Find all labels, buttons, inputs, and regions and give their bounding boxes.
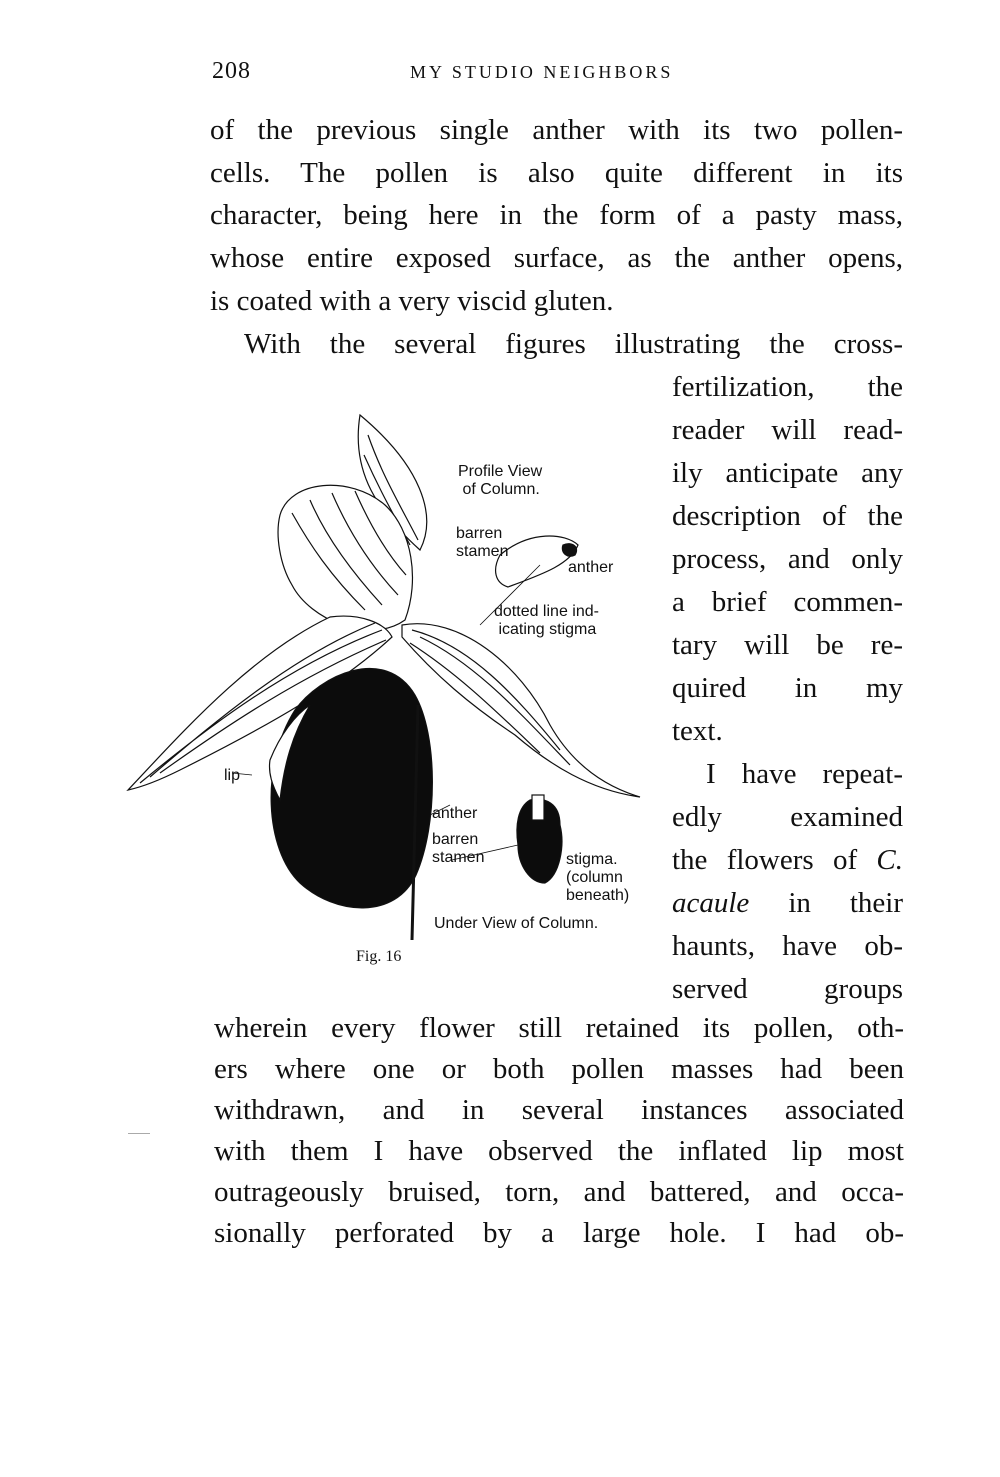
text-line: wherein every flower still retained its pollen, oth- <box>214 1012 904 1044</box>
margin-mark <box>128 1133 150 1134</box>
label-barren-stamen-top: barren stamen <box>456 525 509 560</box>
text-line: I have repeat- <box>706 758 903 790</box>
page-header <box>0 58 1000 88</box>
text-line: cells. The pollen is also quite different in its <box>210 157 903 189</box>
label-lip: lip <box>224 767 241 784</box>
text-line: ily anticipate any <box>672 457 903 489</box>
label-barren-stamen-bottom: barren stamen <box>432 831 485 866</box>
label-profile-view: Profile View of Column. <box>458 463 543 498</box>
genus-abbreviation: C. <box>876 844 903 876</box>
label-dotted-line: dotted line ind- icating stigma <box>494 603 599 638</box>
figure-16 <box>120 405 660 995</box>
text-line: reader will read- <box>672 414 903 446</box>
text-line: served groups <box>672 973 903 1005</box>
text-line: outrageously bruised, torn, and battered, and occa- <box>214 1176 904 1208</box>
text-line: quired in my <box>672 672 903 704</box>
label-anther-top: anther <box>568 559 614 576</box>
page-number: 208 <box>212 58 251 84</box>
text-line: edly examined <box>672 801 903 833</box>
species-name: acaule <box>672 887 750 919</box>
text-line: text. <box>672 715 723 747</box>
text-line: With the several figures illustrating the cross- <box>244 328 903 360</box>
text-line: tary will be re- <box>672 629 903 661</box>
text-line: whose entire exposed surface, as the anther opens, <box>210 242 903 274</box>
label-under-view: Under View of Column. <box>434 915 599 932</box>
text-line: of the previous single anther with its two pollen- <box>210 114 903 146</box>
text-segment: the flowers of <box>672 844 858 876</box>
text-segment: in their <box>788 887 904 919</box>
label-stigma: stigma. (column beneath) <box>566 851 630 904</box>
running-head: MY STUDIO NEIGHBORS <box>410 62 674 82</box>
text-line: process, and only <box>672 543 903 575</box>
text-line: withdrawn, and in several instances associated <box>214 1094 904 1126</box>
text-line: a brief commen- <box>672 586 903 618</box>
text-line <box>672 883 903 923</box>
orchid-illustration <box>120 405 660 995</box>
label-anther-bottom: anther <box>432 805 478 822</box>
text-line: description of the <box>672 500 903 532</box>
text-line: is coated with a very viscid gluten. <box>210 285 614 317</box>
text-line <box>672 840 903 880</box>
text-line: sionally perforated by a large hole. I had ob- <box>214 1217 904 1249</box>
text-line: haunts, have ob- <box>672 930 903 962</box>
figure-caption: Fig. 16 <box>356 948 402 965</box>
text-line: with them I have observed the inflated lip most <box>214 1135 904 1167</box>
right-petal <box>402 624 640 797</box>
text-line: character, being here in the form of a pasty mass, <box>210 199 903 231</box>
text-line: fertilization, the <box>672 371 903 403</box>
text-line: ers where one or both pollen masses had been <box>214 1053 904 1085</box>
